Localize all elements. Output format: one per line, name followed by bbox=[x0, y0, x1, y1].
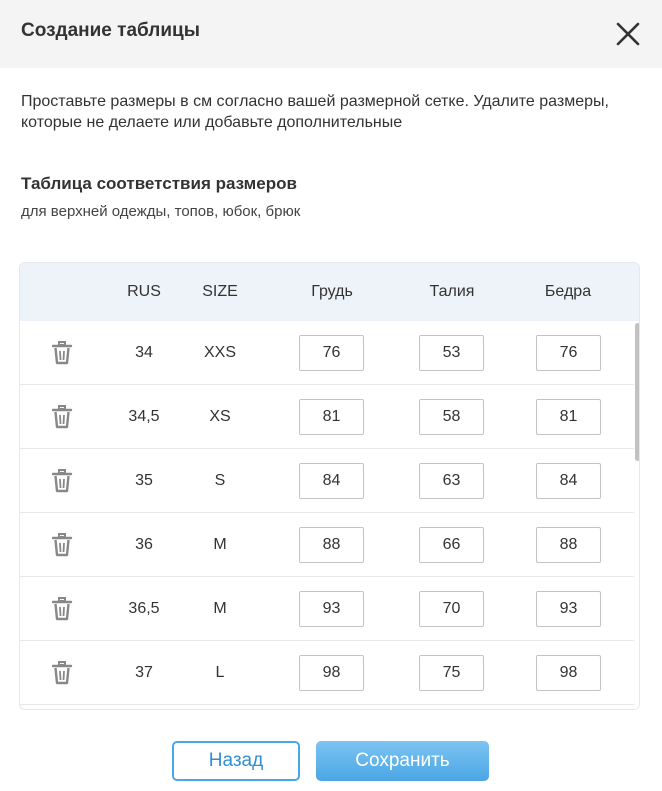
dialog-title: Создание таблицы bbox=[21, 20, 200, 41]
column-header-rus: RUS bbox=[127, 283, 161, 300]
chest-input[interactable] bbox=[299, 527, 364, 563]
section-subtitle: для верхней одежды, топов, юбок, брюк bbox=[21, 203, 301, 220]
waist-input[interactable] bbox=[419, 399, 484, 435]
rus-size-value: 34 bbox=[135, 344, 153, 361]
column-header-size: SIZE bbox=[202, 283, 238, 300]
waist-input[interactable] bbox=[419, 591, 484, 627]
waist-input[interactable] bbox=[419, 655, 484, 691]
chest-input[interactable] bbox=[299, 655, 364, 691]
table-row bbox=[20, 321, 634, 385]
rus-size-value: 37 bbox=[135, 664, 153, 681]
waist-input[interactable] bbox=[419, 463, 484, 499]
chest-input[interactable] bbox=[299, 591, 364, 627]
column-header-chest: Грудь bbox=[311, 283, 353, 300]
trash-icon[interactable] bbox=[51, 533, 73, 557]
size-label-value: XS bbox=[209, 408, 231, 425]
table-header bbox=[20, 263, 640, 321]
size-label-value: L bbox=[215, 664, 225, 681]
hips-input[interactable] bbox=[536, 655, 601, 691]
column-header-waist: Талия bbox=[429, 283, 475, 300]
table-row bbox=[20, 385, 634, 449]
chest-input[interactable] bbox=[299, 399, 364, 435]
table-body bbox=[20, 321, 640, 710]
hips-input[interactable] bbox=[536, 527, 601, 563]
trash-icon[interactable] bbox=[51, 341, 73, 365]
trash-icon[interactable] bbox=[51, 661, 73, 685]
trash-icon[interactable] bbox=[51, 469, 73, 493]
size-label-value: S bbox=[214, 472, 226, 489]
trash-icon[interactable] bbox=[51, 597, 73, 621]
back-button[interactable]: Назад bbox=[172, 741, 300, 781]
section-title: Таблица соответствия размеров bbox=[21, 174, 297, 193]
close-icon[interactable] bbox=[614, 20, 642, 48]
table-row bbox=[20, 641, 634, 705]
size-label-value: M bbox=[213, 536, 227, 553]
hips-input[interactable] bbox=[536, 335, 601, 371]
table-row bbox=[20, 449, 634, 513]
waist-input[interactable] bbox=[419, 527, 484, 563]
trash-icon[interactable] bbox=[51, 405, 73, 429]
size-table bbox=[19, 262, 640, 710]
size-label-value: M bbox=[213, 600, 227, 617]
size-label-value: XXS bbox=[203, 344, 236, 361]
chest-input[interactable] bbox=[299, 463, 364, 499]
scrollbar-thumb[interactable] bbox=[635, 323, 640, 461]
rus-size-value: 35 bbox=[135, 472, 153, 489]
table-row bbox=[20, 513, 634, 577]
rus-size-value: 36 bbox=[135, 536, 153, 553]
hips-input[interactable] bbox=[536, 591, 601, 627]
rus-size-value: 34,5 bbox=[128, 408, 160, 425]
hips-input[interactable] bbox=[536, 463, 601, 499]
dialog-description: Проставьте размеры в см согласно вашей размерной сетке. Удалите размеры, которые не делаете или добавьте дополнительные bbox=[21, 93, 609, 131]
table-scrollbar[interactable] bbox=[634, 321, 640, 710]
rus-size-value: 36,5 bbox=[128, 600, 160, 617]
waist-input[interactable] bbox=[419, 335, 484, 371]
save-button[interactable]: Сохранить bbox=[316, 741, 489, 781]
chest-input[interactable] bbox=[299, 335, 364, 371]
hips-input[interactable] bbox=[536, 399, 601, 435]
table-row bbox=[20, 577, 634, 641]
dialog-header bbox=[0, 0, 662, 68]
column-header-hips: Бедра bbox=[544, 283, 592, 300]
